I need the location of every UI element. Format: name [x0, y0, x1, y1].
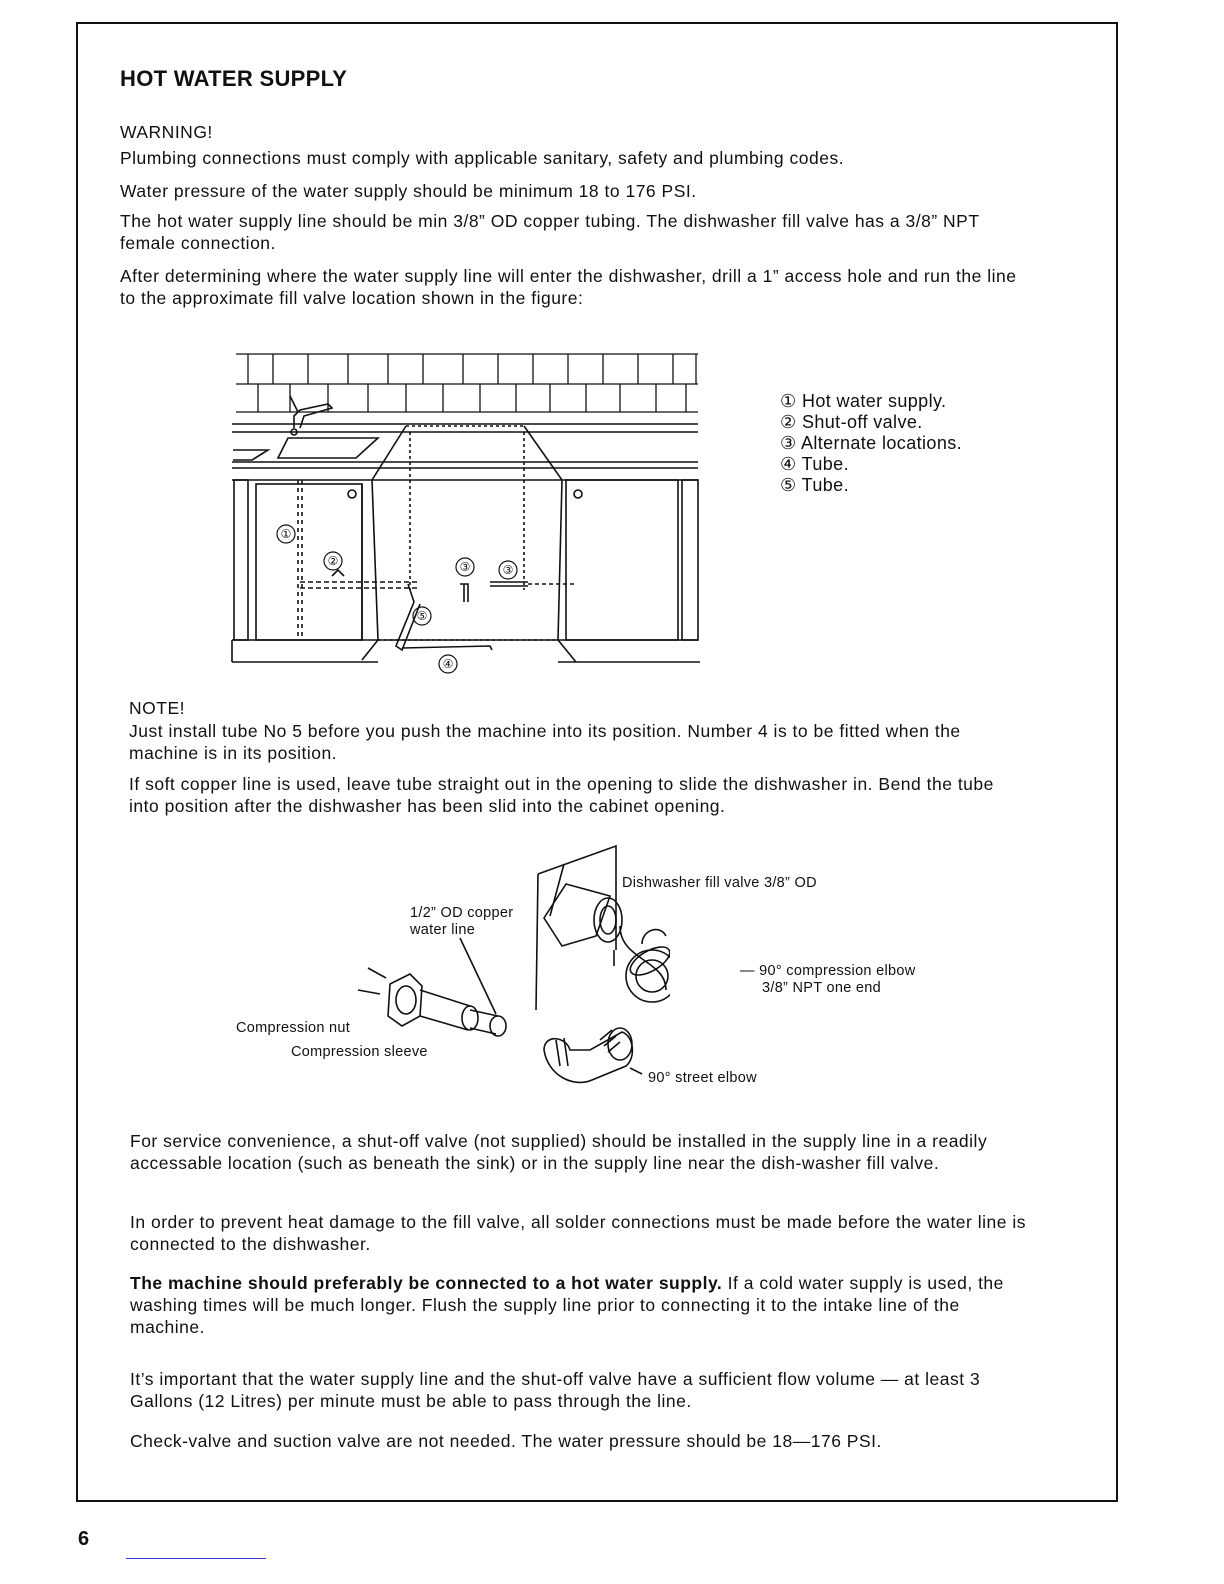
callout-2: ② — [327, 554, 339, 568]
figure-legend — [780, 391, 962, 496]
label-fill-valve: Dishwasher fill valve 3/8” OD — [622, 875, 817, 891]
compression-elbow — [620, 926, 670, 1002]
callout-5: ⑤ — [416, 609, 428, 623]
callout-markers — [277, 525, 517, 673]
label-elbow-1: — 90° compression elbow — [740, 963, 916, 979]
warning-para-4: After determining where the water supply line will enter the dishwasher, drill a 1” access hole and run the line to the approximate fill valve location shown in the figure: — [120, 266, 1017, 308]
label-elbow-2: 3/8” NPT one end — [762, 980, 881, 996]
copper-line-assembly — [358, 938, 506, 1036]
page-title: HOT WATER SUPPLY — [120, 66, 348, 91]
callout-4: ④ — [442, 657, 454, 671]
legend-item-tube-5: ⑤ Tube. — [780, 475, 849, 495]
service-para: For service convenience, a shut-off valve (not supplied) should be installed in the supply line in a readily accessable location (such as beneath the sink) or in the supply line near the dish-washer fill valve. — [130, 1131, 988, 1173]
left-cabinet — [234, 480, 362, 640]
label-elbow-1-text: 90° compression elbow — [759, 963, 916, 979]
flow-para: It’s important that the water supply line and the shut-off valve have a sufficient flow volume — at least 3 Gallons (12 Litres) per minute must be able to pass through the line. — [130, 1369, 981, 1411]
right-cabinet — [566, 480, 698, 640]
fill-valve — [536, 846, 622, 1010]
floor-base — [232, 640, 700, 662]
legend-item-hot-water: ① Hot water supply. — [780, 391, 947, 411]
warning-para-2: Water pressure of the water supply should be minimum 18 to 176 PSI. — [120, 181, 697, 201]
label-copper-line-1: 1/2” OD copper — [410, 905, 514, 921]
solder-para: In order to prevent heat damage to the fill valve, all solder connections must be made before the water line is connected to the dishwasher. — [130, 1212, 1026, 1254]
page-number: 6 — [78, 1528, 90, 1550]
legend-item-tube-4: ④ Tube. — [780, 454, 849, 474]
fittings-figure — [330, 840, 670, 1100]
label-compression-sleeve: Compression sleeve — [291, 1044, 428, 1060]
label-compression-nut: Compression nut — [236, 1020, 351, 1036]
hot-water-emphasis: The machine should preferably be connected to a hot water supply. — [130, 1273, 723, 1293]
label-street-elbow: 90° street elbow — [648, 1070, 757, 1086]
legend-item-alternate: ③ Alternate locations. — [780, 433, 963, 453]
hot-water-para — [130, 1272, 1028, 1338]
warning-label: WARNING! — [120, 122, 213, 142]
street-elbow — [544, 1028, 642, 1082]
warning-para-3: The hot water supply line should be min 3/8” OD copper tubing. The dishwasher fill valve has a 3/8” NPT female connection. — [120, 211, 980, 253]
callout-3b: ③ — [502, 563, 514, 577]
installation-figure — [228, 340, 708, 680]
faucet — [290, 396, 332, 435]
wall-tiles — [236, 354, 698, 412]
label-copper-line-2: water line — [410, 922, 476, 938]
note-para-1: Just install tube No 5 before you push the machine into its position. Number 4 is to be fitted when the machine is in its position. — [129, 721, 961, 763]
legend-item-shutoff-valve: ② Shut-off valve. — [780, 412, 923, 432]
note-label: NOTE! — [129, 698, 185, 718]
hot-water-rest: If a cold water supply is used, the washing times will be much longer. Flush the supply line prior to connecting it to the intake line of the machine. — [130, 1273, 1004, 1337]
callout-1: ① — [280, 527, 292, 541]
callout-3a: ③ — [459, 560, 471, 574]
warning-para-1: Plumbing connections must comply with applicable sanitary, safety and plumbing codes. — [120, 148, 845, 168]
note-para-2: If soft copper line is used, leave tube straight out in the opening to slide the dishwasher in. Bend the tube into position after the dishwasher has been slid into the cabinet opening. — [129, 774, 994, 816]
check-valve-para: Check-valve and suction valve are not needed. The water pressure should be 18—176 PSI. — [130, 1431, 882, 1451]
supply-pipes — [300, 570, 574, 650]
countertop — [232, 424, 698, 480]
footer-rule — [126, 1558, 266, 1559]
